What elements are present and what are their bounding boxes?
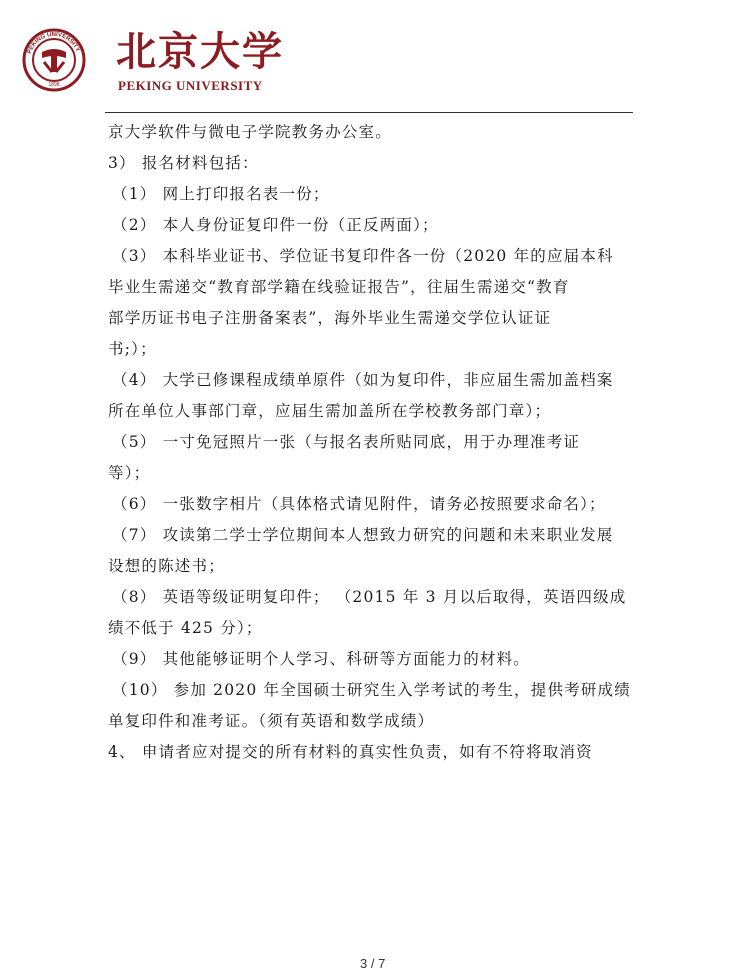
text-line: 部学历证书电子注册备案表”，海外毕业生需递交学位认证证 — [108, 309, 552, 327]
document-body — [108, 117, 638, 768]
svg-text:PEKING UNIVERSITY: PEKING UNIVERSITY — [26, 31, 81, 55]
page-number: 3 / 7 — [360, 956, 386, 971]
svg-text:1898: 1898 — [48, 82, 60, 88]
text-line: （3） 本科毕业证书、学位证书复印件各一份（2020 年的应届本科 — [112, 247, 614, 265]
text-line: （7） 攻读第二学士学位期间本人想致力研究的问题和未来职业发展 — [112, 526, 614, 544]
text-line: 所在单位人事部门章，应届生需加盖所在学校教务部门章）； — [108, 402, 552, 420]
pku-seal-icon — [22, 28, 86, 92]
text-line: 设想的陈述书； — [108, 557, 225, 575]
text-line: （2） 本人身份证复印件一份（正反两面）； — [112, 216, 439, 234]
text-line: （9） 其他能够证明个人学习、科研等方面能力的材料。 — [112, 650, 530, 668]
text-line: （4） 大学已修课程成绩单原件（如为复印件，非应届生需加盖档案 — [112, 371, 614, 389]
university-name-en: PEKING UNIVERSITY — [118, 78, 263, 93]
text-line: （10） 参加 2020 年全国硕士研究生入学考试的考生，提供考研成绩 — [112, 681, 631, 699]
text-line: （8） 英语等级证明复印件； （2015 年 3 月以后取得，英语四级成 — [112, 588, 627, 606]
text-line: 3） 报名材料包括： — [108, 154, 259, 172]
text-line: （5） 一寸免冠照片一张（与报名表所贴同底，用于办理准考证 — [112, 433, 581, 451]
text-line: 绩不低于 425 分）； — [108, 619, 263, 637]
letterhead — [22, 20, 622, 100]
text-line: 毕业生需递交“教育部学籍在线验证报告”，往届生需递交“教育 — [108, 278, 570, 296]
text-line: （6） 一张数字相片（具体格式请见附件，请务必按照要求命名）； — [112, 495, 606, 513]
header-divider — [105, 112, 633, 113]
university-name-cn: 北京大学 — [116, 28, 284, 75]
text-line: 京大学软件与微电子学院教务办公室。 — [108, 123, 392, 141]
text-line: 书;）； — [108, 340, 157, 358]
text-line: 单复印件和准考证。（须有英语和数学成绩） — [108, 712, 435, 730]
text-line: （1） 网上打印报名表一份； — [112, 185, 330, 203]
text-line: 4、 申请者应对提交的所有材料的真实性负责，如有不符将取消资 — [108, 743, 593, 761]
text-line: 等）； — [108, 464, 151, 482]
